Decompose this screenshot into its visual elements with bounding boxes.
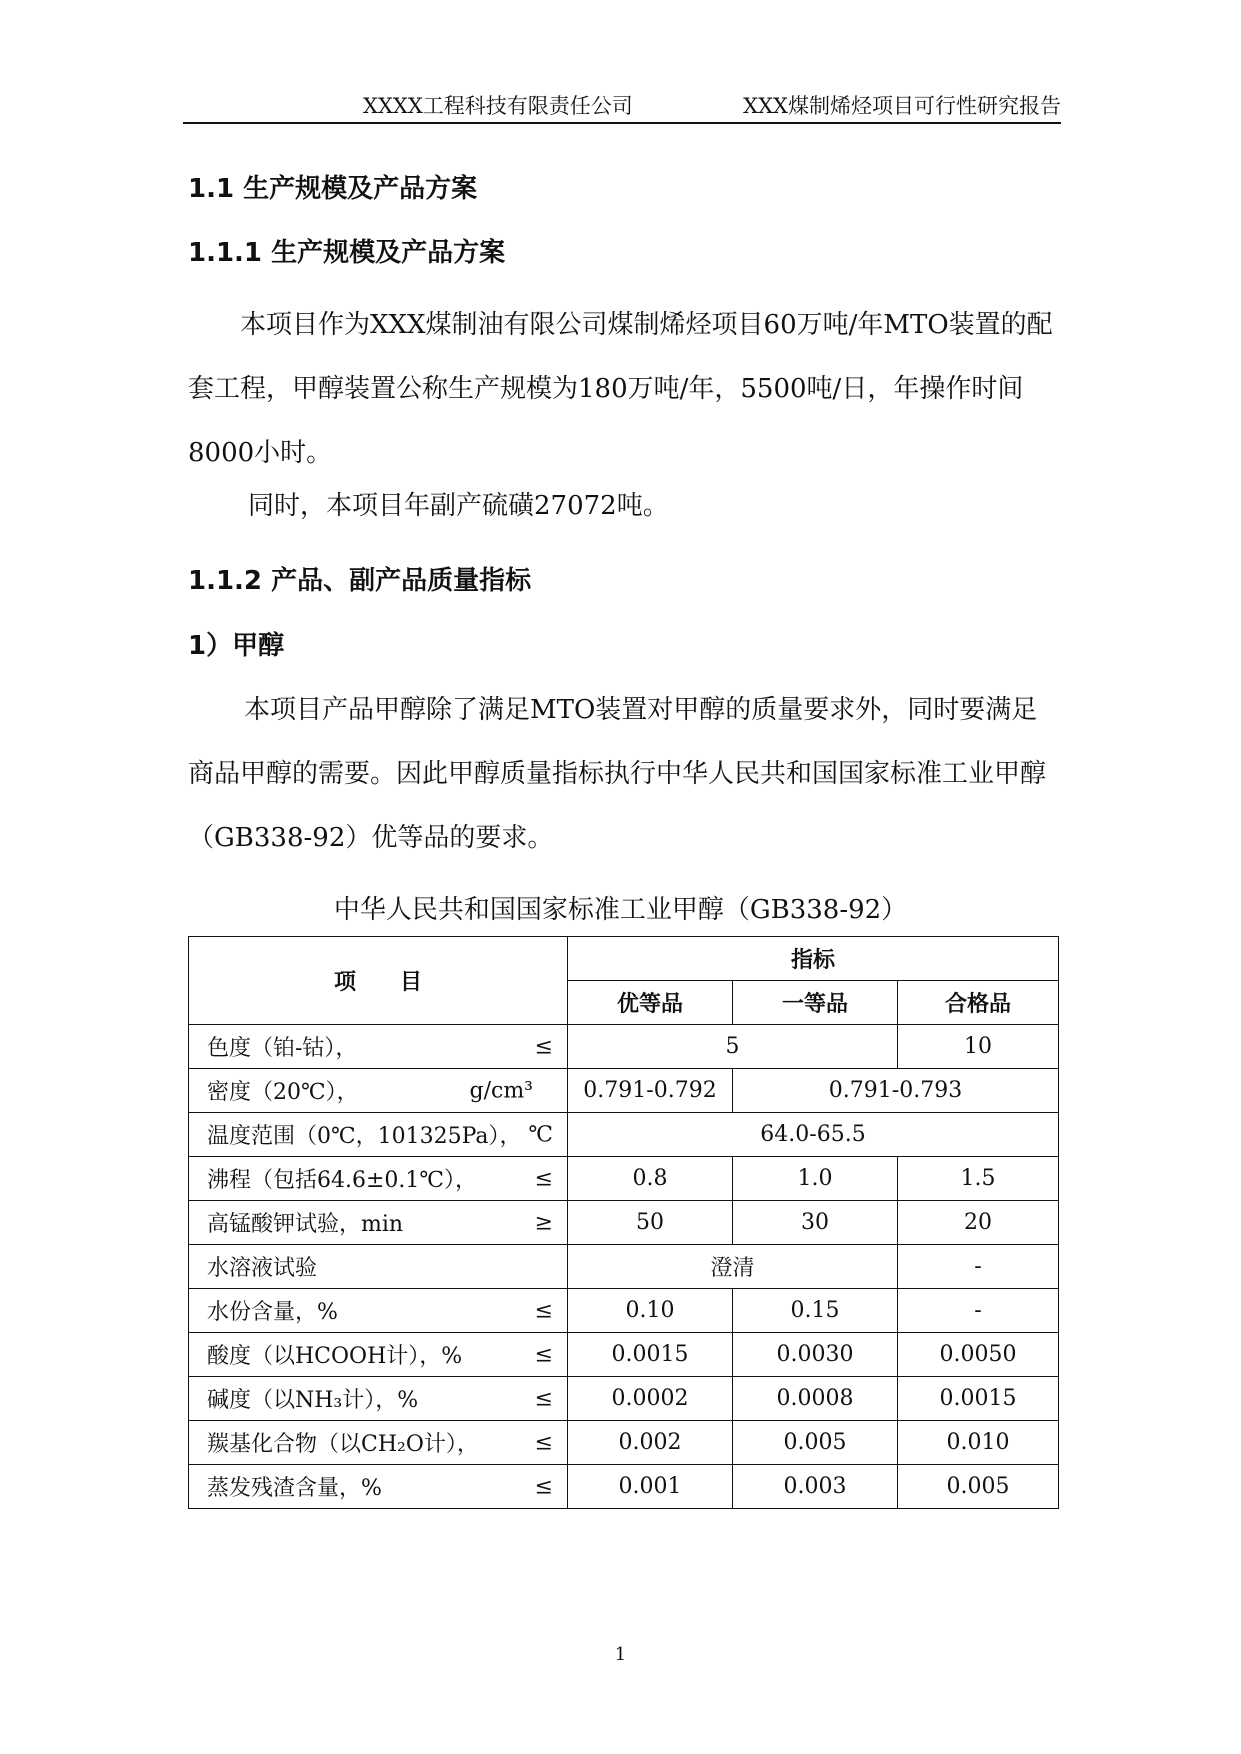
table-cell: 1.5 (898, 1157, 1059, 1201)
table-row (189, 1245, 1059, 1289)
row-symbol: ≤ (534, 1298, 553, 1323)
table-cell: 50 (568, 1201, 733, 1245)
table-row (189, 1465, 1059, 1509)
table-cell: 64.0-65.5 (568, 1113, 1059, 1157)
table-cell: 0.005 (733, 1421, 898, 1465)
heading-methanol: 1）甲醇 (188, 631, 285, 661)
row-symbol: ℃ (528, 1122, 553, 1147)
row-label-text: 色度（铂-钴）， (207, 1036, 358, 1061)
grade-superior: 优等品 (568, 981, 733, 1025)
table-cell: 0.10 (568, 1289, 733, 1333)
row-label (189, 1245, 568, 1289)
paragraph-sulfur: 同时，本项目年副产硫磺27072吨。 (248, 491, 669, 521)
table-cell: 0.002 (568, 1421, 733, 1465)
row-symbol: ≤ (534, 1474, 553, 1499)
table-row (189, 1333, 1059, 1377)
header-report-title: XXX煤制烯烃项目可行性研究报告 (743, 94, 1061, 118)
table-cell: 澄清 (568, 1245, 898, 1289)
table-row (189, 1069, 1059, 1113)
table-row (189, 1157, 1059, 1201)
table-row (189, 1025, 1059, 1069)
table-cell: 0.0015 (568, 1333, 733, 1377)
table-cell: 0.003 (733, 1465, 898, 1509)
paragraph-scale: 本项目作为XXX煤制油有限公司煤制烯烃项目60万吨/年MTO装置的配套工程，甲醇装置公称生产规模为180万吨/年，5500吨/日，年操作时间8000小时。 (188, 310, 1053, 468)
row-label-text: 水溶液试验 (207, 1256, 318, 1281)
table-cell: 0.0008 (733, 1377, 898, 1421)
table-cell: 10 (898, 1025, 1059, 1069)
row-label-text: 蒸发残渣含量，% (207, 1476, 382, 1501)
table-header-row (189, 937, 1059, 981)
table-row (189, 1377, 1059, 1421)
row-label (189, 1289, 568, 1333)
table-cell: 0.005 (898, 1465, 1059, 1509)
header-company: XXXX工程科技有限责任公司 (363, 94, 633, 118)
table-cell: 30 (733, 1201, 898, 1245)
table-cell: 0.15 (733, 1289, 898, 1333)
page-header (183, 86, 1061, 124)
row-symbol: ≤ (534, 1342, 553, 1367)
row-label-text: 密度（20℃）， (207, 1080, 359, 1105)
table-row (189, 1421, 1059, 1465)
row-label-text: 酸度（以HCOOH计），% (207, 1344, 463, 1369)
table-cell: - (898, 1289, 1059, 1333)
paragraph-methanol: 本项目产品甲醇除了满足MTO装置对甲醇的质量要求外，同时要满足商品甲醇的需要。因此甲醇质量指标执行中华人民共和国国家标准工业甲醇（GB338-92）优等品的要求。 (188, 695, 1047, 853)
row-label-text: 羰基化合物（以CH₂O计）， (207, 1432, 479, 1457)
row-label (189, 1113, 568, 1157)
header-item: 项 目 (189, 937, 568, 1025)
table-row (189, 1113, 1059, 1157)
table-cell: 0.0015 (898, 1377, 1059, 1421)
header-index: 指标 (568, 937, 1059, 981)
row-label-text: 碱度（以NH₃计），% (207, 1388, 419, 1413)
heading-1-1-2: 1.1.2 产品、副产品质量指标 (188, 566, 532, 596)
table-cell: 20 (898, 1201, 1059, 1245)
row-label-text: 高锰酸钾试验，min (207, 1212, 404, 1237)
row-symbol: ≤ (534, 1034, 553, 1059)
row-label (189, 1025, 568, 1069)
row-symbol: ≤ (534, 1386, 553, 1411)
table-cell: 0.0002 (568, 1377, 733, 1421)
table-row (189, 1289, 1059, 1333)
table-cell: 1.0 (733, 1157, 898, 1201)
methanol-spec-table (188, 936, 1059, 1509)
row-label-text: 水份含量，% (207, 1300, 338, 1325)
row-symbol: g/cm³ (469, 1078, 533, 1103)
page-number: 1 (614, 1644, 627, 1665)
row-label (189, 1157, 568, 1201)
row-label (189, 1069, 568, 1113)
row-label-text: 沸程（包括64.6±0.1℃）， (207, 1168, 478, 1193)
table-cell: 0.001 (568, 1465, 733, 1509)
grade-qualified: 合格品 (898, 981, 1059, 1025)
table-cell: 0.791-0.793 (733, 1069, 1059, 1113)
row-label (189, 1421, 568, 1465)
table-cell: 0.0030 (733, 1333, 898, 1377)
table-cell: 0.791-0.792 (568, 1069, 733, 1113)
row-symbol: ≥ (534, 1210, 553, 1235)
row-label (189, 1377, 568, 1421)
table-caption: 中华人民共和国国家标准工业甲醇（GB338-92） (333, 895, 908, 925)
row-symbol: ≤ (534, 1166, 553, 1191)
heading-1-1-1: 1.1.1 生产规模及产品方案 (188, 238, 506, 268)
table-cell: 5 (568, 1025, 898, 1069)
row-label (189, 1201, 568, 1245)
row-symbol: ≤ (534, 1430, 553, 1455)
table-cell: 0.010 (898, 1421, 1059, 1465)
heading-1-1: 1.1 生产规模及产品方案 (188, 174, 478, 204)
table-row (189, 1201, 1059, 1245)
table-cell: 0.8 (568, 1157, 733, 1201)
row-label (189, 1465, 568, 1509)
grade-first: 一等品 (733, 981, 898, 1025)
row-label-text: 温度范围（0℃，101325Pa）， (207, 1124, 522, 1149)
table-cell: - (898, 1245, 1059, 1289)
row-label (189, 1333, 568, 1377)
table-cell: 0.0050 (898, 1333, 1059, 1377)
